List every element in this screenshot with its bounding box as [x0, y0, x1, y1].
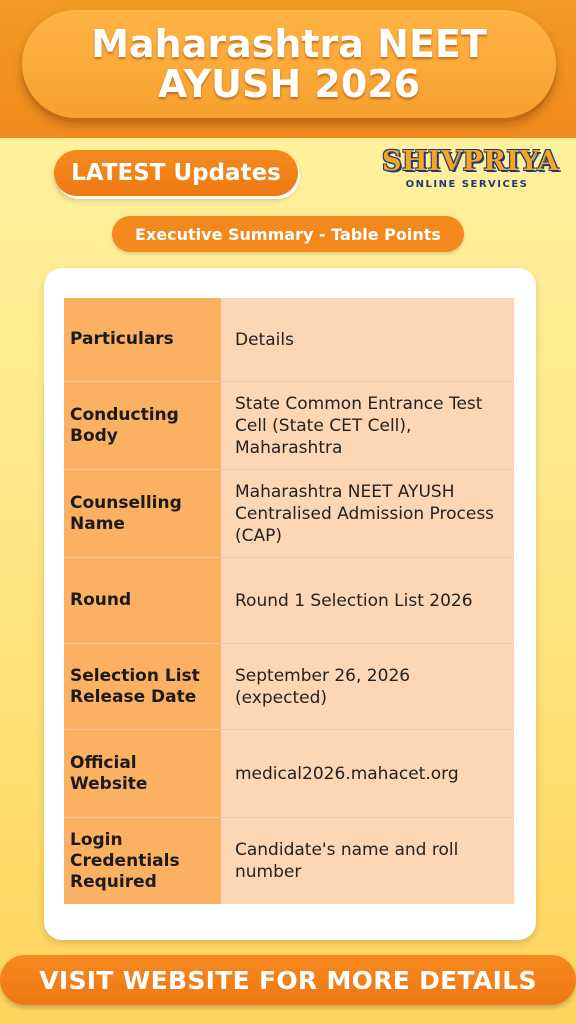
table-row — [64, 558, 514, 644]
row-value: Candidate's name and roll number — [221, 818, 514, 904]
page-title: Maharashtra NEET AYUSH 2026 — [91, 22, 487, 106]
row-value: State Common Entrance Test Cell (State CET Cell), Maharashtra — [221, 382, 514, 469]
table-row — [64, 818, 514, 904]
logo-wordmark: SHIVPRIYA — [382, 146, 559, 177]
row-value: medical2026.mahacet.org — [221, 730, 514, 817]
visit-website-button[interactable]: VISIT WEBSITE FOR MORE DETAILS — [0, 955, 576, 1005]
latest-updates-badge: LATEST Updates — [54, 150, 298, 196]
row-key: Particulars — [64, 298, 221, 381]
table-row — [64, 298, 514, 382]
table-row — [64, 644, 514, 730]
row-value: Details — [221, 298, 514, 381]
row-key: Login Credentials Required — [64, 818, 221, 904]
row-key: Counselling Name — [64, 470, 221, 557]
row-key: Selection List Release Date — [64, 644, 221, 729]
row-value: Round 1 Selection List 2026 — [221, 558, 514, 643]
title-banner — [22, 10, 556, 118]
executive-summary-badge: Executive Summary - Table Points — [112, 216, 464, 252]
row-key: Round — [64, 558, 221, 643]
table-row — [64, 730, 514, 818]
table-row — [64, 470, 514, 558]
row-value: Maharashtra NEET AYUSH Centralised Admission Process (CAP) — [221, 470, 514, 557]
row-key: Conducting Body — [64, 382, 221, 469]
summary-table — [64, 298, 514, 904]
logo-tagline: ONLINE SERVICES — [405, 179, 529, 190]
row-key: Official Website — [64, 730, 221, 817]
row-value: September 26, 2026 (expected) — [221, 644, 514, 729]
brand-logo — [382, 146, 559, 198]
table-row — [64, 382, 514, 470]
